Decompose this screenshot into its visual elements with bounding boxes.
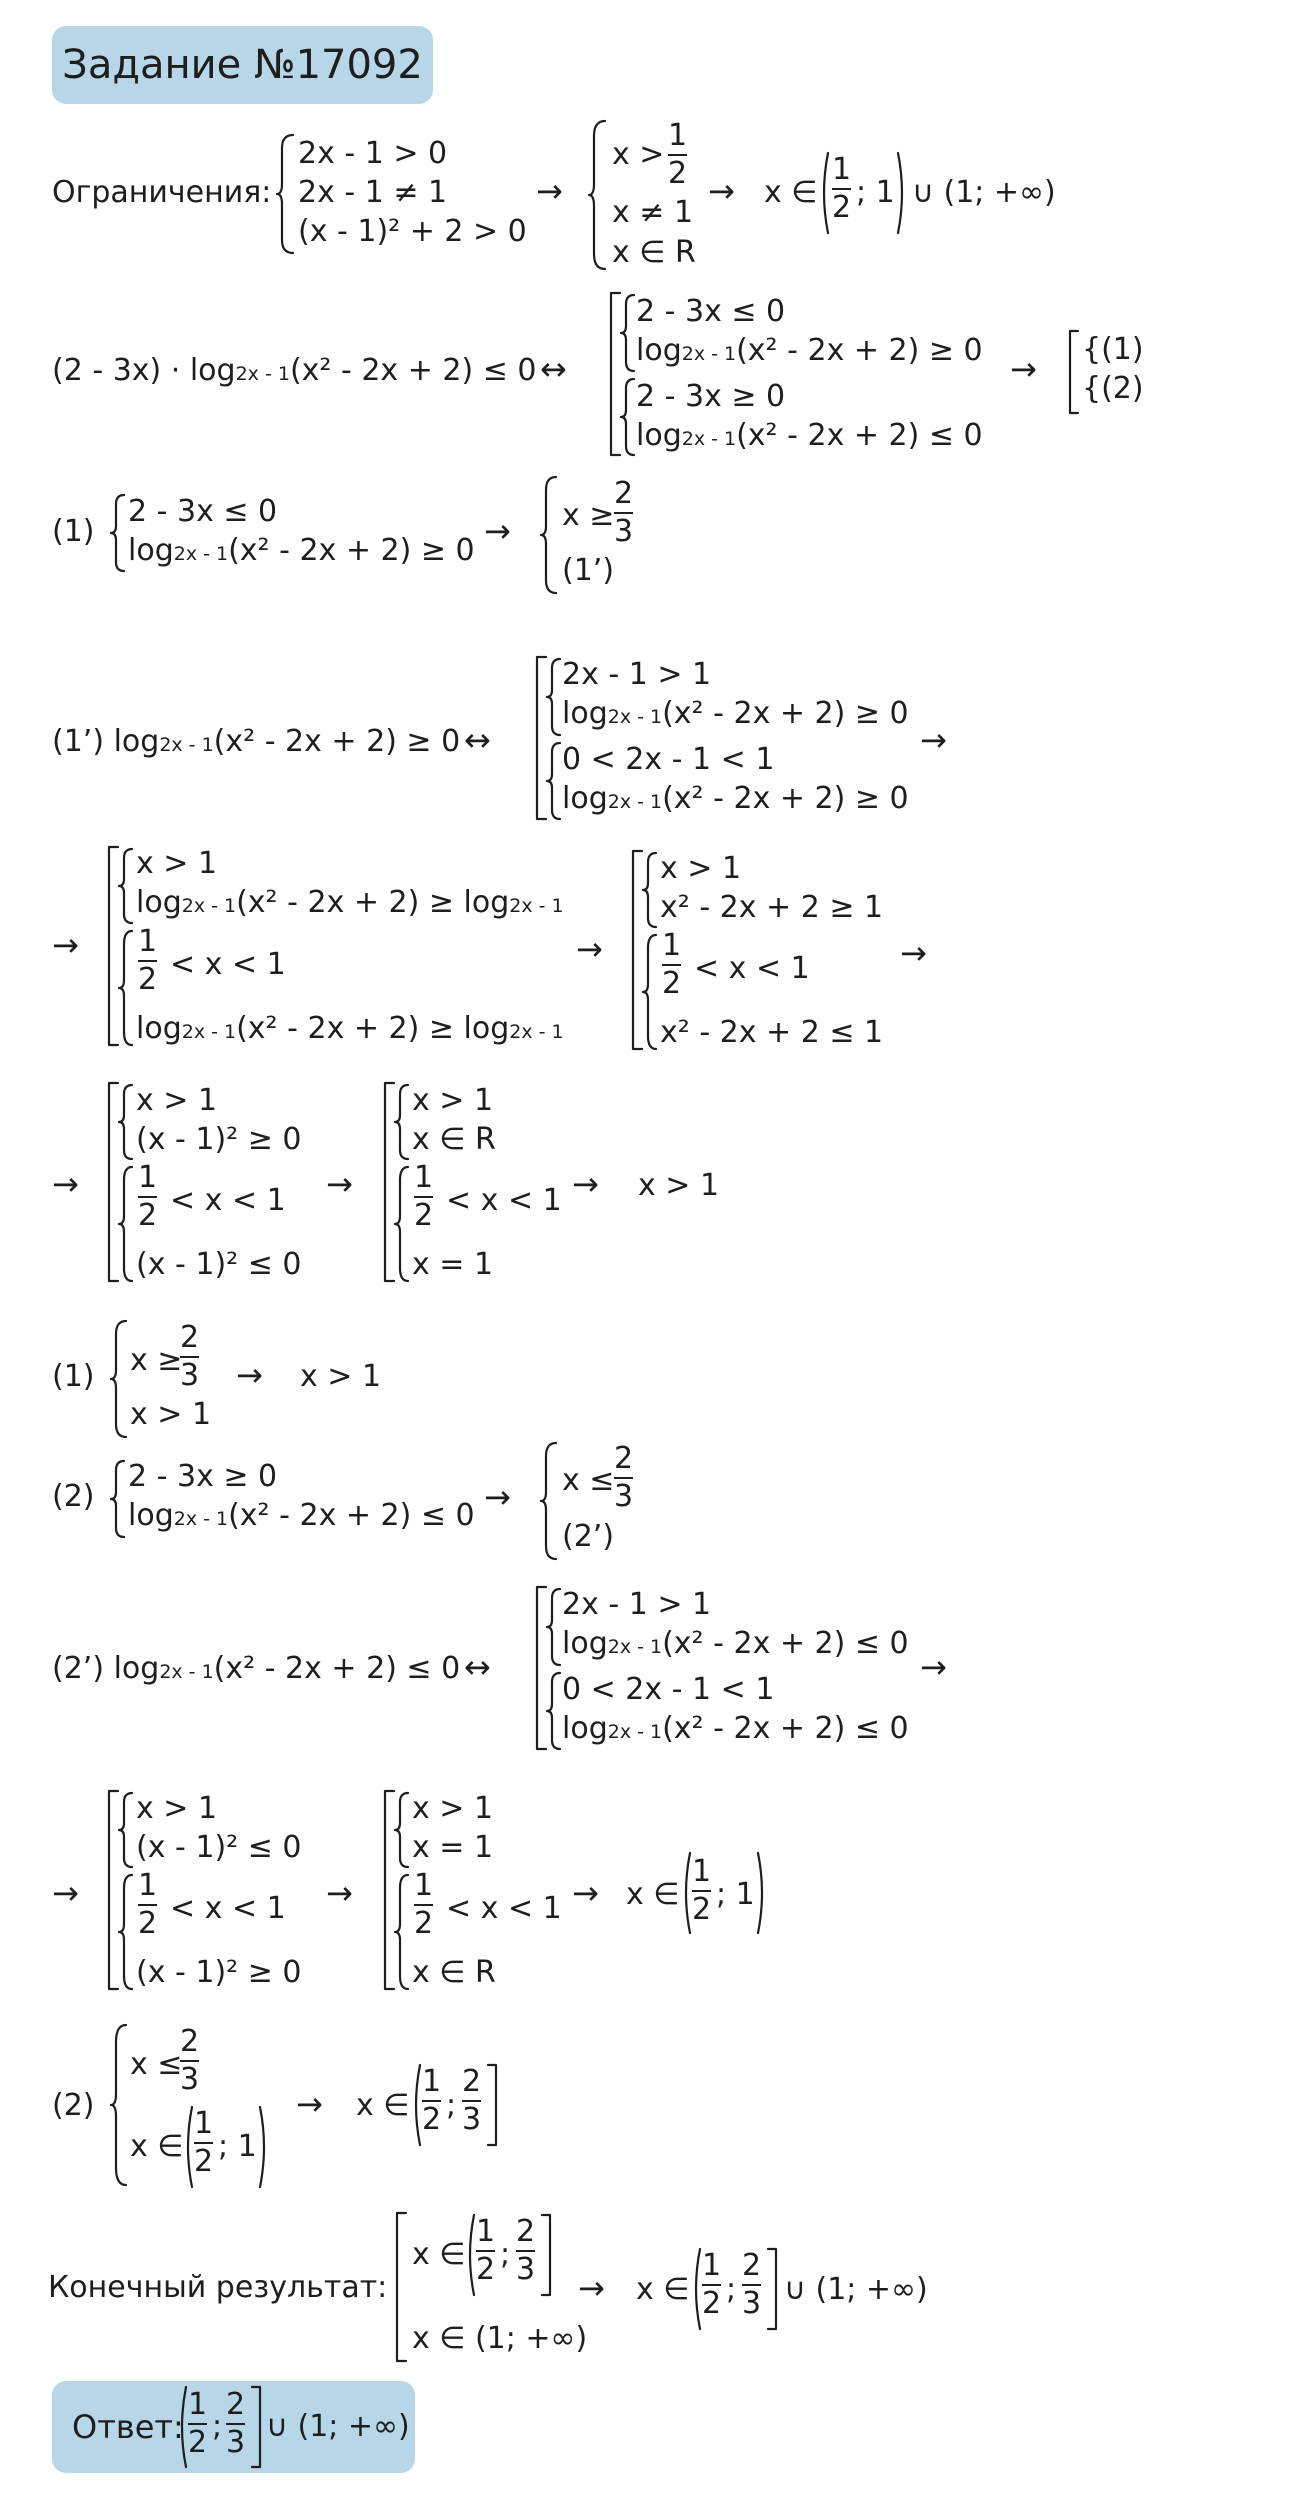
result-text: x > 1 xyxy=(638,1168,720,1203)
eq-line: 2 - 3x ≤ 0 xyxy=(636,294,786,329)
eq-line: ; xyxy=(500,2237,511,2272)
eq-line: (x - 1)² ≥ 0 xyxy=(136,1955,302,1990)
paren-open xyxy=(818,152,830,234)
system-brace xyxy=(118,1166,134,1282)
final-result-label: Конечный результат: xyxy=(48,2270,388,2305)
eq-line: x > 1 xyxy=(136,1791,218,1826)
paren-close xyxy=(896,152,908,234)
eq-line: {(2) xyxy=(1082,371,1144,406)
result-text: x ∈ xyxy=(764,175,818,210)
eq-line: x = 1 xyxy=(412,1247,494,1282)
collection-bracket xyxy=(394,2212,408,2362)
eq-line: (x - 1)² + 2 > 0 xyxy=(298,214,527,249)
system-brace xyxy=(546,742,562,820)
eq-line: log2x - 1(x² - 2x + 2) ≥ log2x - 1 xyxy=(136,885,564,920)
paren-open xyxy=(410,2064,422,2146)
arrow-icon: → xyxy=(920,1648,947,1686)
eq-line: {(1) xyxy=(1082,332,1144,367)
task-title: Задание №17092 xyxy=(62,42,423,88)
eq-line: (x - 1)² ≥ 0 xyxy=(136,1122,302,1157)
paren-open xyxy=(182,2106,194,2188)
fraction: 1 2 xyxy=(662,928,682,1001)
eq-line: ; 1 xyxy=(218,2129,257,2164)
eq-line: 0 < 2x - 1 < 1 xyxy=(562,1672,775,1707)
paren-open xyxy=(680,1852,692,1934)
eq-line: x ∈ R xyxy=(412,1955,496,1990)
eq-line: log2x - 1(x² - 2x + 2) ≤ 0 xyxy=(636,418,983,453)
fraction: 1 2 xyxy=(414,1160,434,1233)
fraction: 2 3 xyxy=(180,2024,200,2097)
fraction: 2 3 xyxy=(180,1320,200,1393)
system-brace xyxy=(110,1460,126,1538)
fraction: 1 2 xyxy=(188,2387,208,2460)
system-brace xyxy=(110,494,126,572)
fraction: 2 3 xyxy=(742,2248,762,2321)
eq-line: 2 - 3x ≥ 0 xyxy=(128,1459,278,1494)
system-brace xyxy=(276,134,296,254)
paren-open xyxy=(464,2214,476,2296)
answer-text: ; xyxy=(212,2409,223,2444)
system-brace xyxy=(546,1588,562,1666)
fraction: 1 2 xyxy=(422,2064,442,2137)
equivalence-icon: ↔ xyxy=(464,1648,491,1686)
eq-line: x ∈ xyxy=(130,2129,184,2164)
eq-line: log2x - 1(x² - 2x + 2) ≤ 0 xyxy=(562,1626,909,1661)
equivalence-icon: ↔ xyxy=(540,350,567,388)
fraction: 1 2 xyxy=(668,118,688,191)
fraction: 1 2 xyxy=(702,2248,722,2321)
eq-line: < x < 1 xyxy=(446,1891,562,1926)
system-brace xyxy=(118,930,134,1046)
case-label: (1) xyxy=(52,514,95,549)
eq-line: 2 - 3x ≤ 0 xyxy=(128,494,278,529)
result-text: x ∈ xyxy=(636,2272,690,2307)
arrow-icon: → xyxy=(572,1874,599,1912)
arrow-icon: → xyxy=(708,172,735,210)
eq-line: x > 1 xyxy=(136,846,218,881)
result-text: ∪ (1; +∞) xyxy=(912,175,1056,210)
eq-line: log2x - 1(x² - 2x + 2) ≤ 0 xyxy=(128,1498,475,1533)
eq-line: x > 1 xyxy=(412,1083,494,1118)
arrow-icon: → xyxy=(900,934,927,972)
eq-line: x ≥ xyxy=(130,1343,183,1378)
system-brace xyxy=(620,378,636,456)
system-brace xyxy=(540,476,558,594)
eq-line: < x < 1 xyxy=(170,1891,286,1926)
system-brace xyxy=(546,1672,562,1750)
arrow-icon: → xyxy=(326,1874,353,1912)
answer-prefix: Ответ: xyxy=(72,2408,184,2446)
eq-line: x > 1 xyxy=(130,1397,212,1432)
eq-line: < x < 1 xyxy=(446,1183,562,1218)
arrow-icon: → xyxy=(484,1478,511,1516)
system-brace xyxy=(546,658,562,736)
eq-line: log2x - 1(x² - 2x + 2) ≤ 0 xyxy=(562,1711,909,1746)
arrow-icon: → xyxy=(536,172,563,210)
system-brace xyxy=(540,1442,558,1560)
result-text: x > 1 xyxy=(300,1359,382,1394)
answer-text: ∪ (1; +∞) xyxy=(266,2409,410,2444)
eq-line: log2x - 1(x² - 2x + 2) ≥ 0 xyxy=(562,781,909,816)
paren-open xyxy=(176,2386,188,2468)
system-brace xyxy=(110,2024,128,2186)
fraction: 1 2 xyxy=(414,1868,434,1941)
arrow-icon: → xyxy=(296,2085,323,2123)
fraction: 2 3 xyxy=(614,1441,634,1514)
eq-line: x² - 2x + 2 ≥ 1 xyxy=(660,890,884,925)
collection-bracket xyxy=(1068,330,1080,414)
eq-line: (x - 1)² ≤ 0 xyxy=(136,1247,302,1282)
result-text: ; xyxy=(446,2088,457,2123)
fraction: 2 3 xyxy=(226,2387,246,2460)
result-text: ; xyxy=(726,2272,737,2307)
eq-line: x ∈ xyxy=(412,2237,466,2272)
answer-badge xyxy=(52,2381,415,2473)
result-text: ; 1 xyxy=(716,1877,755,1912)
system-brace xyxy=(642,934,658,1050)
system-brace xyxy=(118,1792,134,1868)
eq-line: log2x - 1(x² - 2x + 2) ≥ 0 xyxy=(128,533,475,568)
eq-line: x ≤ xyxy=(562,1463,615,1498)
eq-line: x > 1 xyxy=(412,1791,494,1826)
arrow-icon: → xyxy=(326,1165,353,1203)
bracket-close xyxy=(250,2386,262,2468)
fraction: 2 3 xyxy=(614,476,634,549)
equivalence-icon: ↔ xyxy=(464,721,491,759)
eq-line: log2x - 1(x² - 2x + 2) ≥ log2x - 1 xyxy=(136,1011,564,1046)
restrictions-label: Ограничения: xyxy=(52,175,272,210)
arrow-icon: → xyxy=(576,930,603,968)
result-text: ; 1 xyxy=(856,175,895,210)
result-text: x ∈ xyxy=(626,1877,680,1912)
task-title-badge xyxy=(52,26,433,104)
eq-line: (2’) log2x - 1(x² - 2x + 2) ≤ 0 xyxy=(52,1651,461,1686)
arrow-icon: → xyxy=(52,926,79,964)
case-label: (2) xyxy=(52,2088,95,2123)
fraction: 1 2 xyxy=(138,1160,158,1233)
eq-line: (x - 1)² ≤ 0 xyxy=(136,1830,302,1865)
arrow-icon: → xyxy=(52,1165,79,1203)
system-brace xyxy=(394,1874,410,1990)
eq-line: x² - 2x + 2 ≤ 1 xyxy=(660,1015,884,1050)
eq-line: x ∈ R xyxy=(612,235,696,270)
eq-line: (1’) xyxy=(562,553,615,588)
arrow-icon: → xyxy=(1010,350,1037,388)
eq-line: x ≤ xyxy=(130,2047,183,2082)
system-brace xyxy=(118,1084,134,1160)
eq-line: x ≥ xyxy=(562,498,615,533)
system-brace xyxy=(642,852,658,928)
eq-line: < x < 1 xyxy=(170,1183,286,1218)
eq-line: < x < 1 xyxy=(694,951,810,986)
eq-line: x > 1 xyxy=(136,1083,218,1118)
system-brace xyxy=(588,120,608,270)
fraction: 1 2 xyxy=(194,2106,214,2179)
bracket-close xyxy=(766,2248,778,2330)
paren-close xyxy=(756,1852,768,1934)
eq-line: < x < 1 xyxy=(170,947,286,982)
case-label: (2) xyxy=(52,1479,95,1514)
eq-line: (2’) xyxy=(562,1519,615,1554)
result-text: x ∈ xyxy=(356,2088,410,2123)
bracket-close xyxy=(486,2064,498,2146)
eq-line: x > 1 xyxy=(660,851,742,886)
eq-line: log2x - 1(x² - 2x + 2) ≥ 0 xyxy=(636,333,983,368)
paren-open xyxy=(690,2248,702,2330)
eq-line: (1’) log2x - 1(x² - 2x + 2) ≥ 0 xyxy=(52,724,461,759)
arrow-icon: → xyxy=(236,1356,263,1394)
system-brace xyxy=(394,1166,410,1282)
arrow-icon: → xyxy=(572,1165,599,1203)
result-text: ∪ (1; +∞) xyxy=(784,2272,928,2307)
fraction: 1 2 xyxy=(692,1854,712,1927)
eq-line: 2x - 1 ≠ 1 xyxy=(298,175,448,210)
eq-line: x > xyxy=(612,137,665,172)
fraction: 2 3 xyxy=(516,2214,536,2287)
case-label: (1) xyxy=(52,1359,95,1394)
fraction: 1 2 xyxy=(138,924,158,997)
system-brace xyxy=(118,1874,134,1990)
eq-line: 2x - 1 > 0 xyxy=(298,136,448,171)
fraction: 1 2 xyxy=(476,2214,496,2287)
eq-line: x ≠ 1 xyxy=(612,195,694,230)
system-brace xyxy=(118,848,134,924)
arrow-icon: → xyxy=(578,2269,605,2307)
arrow-icon: → xyxy=(52,1874,79,1912)
system-brace xyxy=(110,1320,128,1438)
eq-line: x ∈ R xyxy=(412,1122,496,1157)
bracket-close xyxy=(540,2214,552,2296)
eq-line: (2 - 3x) · log2x - 1(x² - 2x + 2) ≤ 0 xyxy=(52,353,537,388)
arrow-icon: → xyxy=(484,512,511,550)
paren-close xyxy=(258,2106,270,2188)
fraction: 1 2 xyxy=(138,1868,158,1941)
arrow-icon: → xyxy=(920,721,947,759)
eq-line: 2 - 3x ≥ 0 xyxy=(636,379,786,414)
eq-line: 2x - 1 > 1 xyxy=(562,657,712,692)
system-brace xyxy=(620,294,636,372)
eq-line: 0 < 2x - 1 < 1 xyxy=(562,742,775,777)
fraction: 1 2 xyxy=(832,152,852,225)
eq-line: 2x - 1 > 1 xyxy=(562,1587,712,1622)
eq-line: log2x - 1(x² - 2x + 2) ≥ 0 xyxy=(562,696,909,731)
eq-line: x = 1 xyxy=(412,1830,494,1865)
system-brace xyxy=(394,1084,410,1160)
system-brace xyxy=(394,1792,410,1868)
eq-line: x ∈ (1; +∞) xyxy=(412,2321,588,2356)
fraction: 2 3 xyxy=(462,2064,482,2137)
